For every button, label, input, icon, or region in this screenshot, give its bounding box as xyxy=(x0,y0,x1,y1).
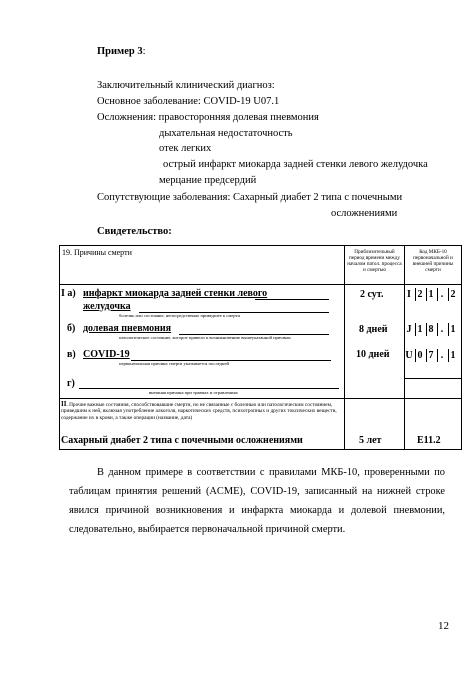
icd-cell: 7 xyxy=(426,349,435,362)
period-value: 8 дней xyxy=(359,324,388,335)
cause-line: инфаркт миокарда задней стенки левого xyxy=(83,288,268,299)
icd-cell: 0 xyxy=(415,349,424,362)
part2-period: 5 лет xyxy=(359,435,382,446)
header-causes: 19. Причины смерти xyxy=(62,248,132,257)
icd-cell: . xyxy=(437,323,446,336)
death-certificate-table xyxy=(59,245,462,450)
part2-code: E11.2 xyxy=(417,435,441,446)
concomitant-value-cont: осложнениями xyxy=(331,208,398,219)
complication-item: правосторонняя долевая пневмония xyxy=(158,112,319,123)
main-disease-label: Основное заболевание: xyxy=(97,96,201,107)
icd-cell: U xyxy=(405,350,413,361)
icd-cell: 1 xyxy=(448,349,457,362)
row-label: I а) xyxy=(61,288,76,299)
row-hint: болезнь или состояние, непосредственно приведшее к смерти xyxy=(119,313,240,318)
header-icd: Код МКБ-10 первоначальной и внешней причины смерти xyxy=(412,249,454,273)
example-title: Пример 3: xyxy=(97,46,146,57)
row-label: в) xyxy=(67,349,76,360)
concomitant-label: Сопутствующие заболевания: xyxy=(97,192,231,203)
complication-item: отек легких xyxy=(159,143,212,154)
row-label: г) xyxy=(67,378,75,389)
header-period: Приблизительный период времени между началом патол. процесса и смертью xyxy=(347,249,402,273)
page-number: 12 xyxy=(438,620,449,632)
complication-item: дыхательная недостаточность xyxy=(159,128,293,139)
icd-cell: . xyxy=(437,288,446,301)
icd-cell: 1 xyxy=(415,323,424,336)
part2-description: II. Прочие важные состояния, способствовавшие смерти, но не связанные с болезнью или патологическим состоянием, приведшим к ней, включая употребление алкоголя, наркотических средств, психотропных и других токсических веществ, содержание их в крови, а также операции (название, дата) xyxy=(61,400,337,421)
cause-line: COVID-19 xyxy=(83,349,130,360)
icd-cell: 8 xyxy=(426,323,435,336)
complications-line xyxy=(97,111,319,124)
concomitant-line xyxy=(97,191,402,204)
explanation-paragraph: В данном примере в соответствии с правилами МКБ-10, проверенными по таблицам принятия решений (ACME), COVID-19, записанный на нижней строке явился причиной возникновения и инфаркта миокарда и долевой пневмонии, следовательно, выбирается первоначальной причиной смерти. xyxy=(69,467,445,535)
icd-cell: 1 xyxy=(426,288,435,301)
row-hint: первоначальная причина смерти указывается последней xyxy=(119,361,229,366)
icd-cell: 2 xyxy=(448,288,457,301)
icd-cell: I xyxy=(404,288,413,301)
cause-line: желудочка xyxy=(83,301,131,312)
complication-item: острый инфаркт миокарда задней стенки левого желудочка xyxy=(163,159,428,170)
icd-code-cells xyxy=(404,349,461,362)
icd-cell: 1 xyxy=(448,323,457,336)
certificate-title: Свидетельство: xyxy=(97,226,172,237)
main-disease-line xyxy=(97,95,279,108)
part2-cause: Сахарный диабет 2 типа с почечными осложнениями xyxy=(61,435,303,446)
icd-cell: J xyxy=(404,323,413,336)
complications-label: Осложнения: xyxy=(97,112,156,123)
icd-cell: 2 xyxy=(415,288,424,301)
main-disease-value: COVID-19 U07.1 xyxy=(203,96,280,107)
period-value: 10 дней xyxy=(356,349,390,360)
row-hint: патологическое состояние, которое привело к возникновению вышеуказанной причины xyxy=(119,335,291,340)
concomitant-value: Сахарный диабет 2 типа с почечными xyxy=(233,192,403,203)
complication-item: мерцание предсердий xyxy=(159,175,257,186)
row-label: б) xyxy=(67,323,76,334)
period-value: 2 сут. xyxy=(360,289,384,300)
cause-line: долевая пневмония xyxy=(83,323,172,334)
icd-code-cells xyxy=(404,288,461,301)
diagnosis-header: Заключительный клинический диагноз: xyxy=(97,80,275,91)
row-hint: внешняя причина при травмах и отравлениях xyxy=(149,390,238,395)
icd-cell: . xyxy=(437,349,446,362)
icd-code-cells xyxy=(404,323,461,336)
